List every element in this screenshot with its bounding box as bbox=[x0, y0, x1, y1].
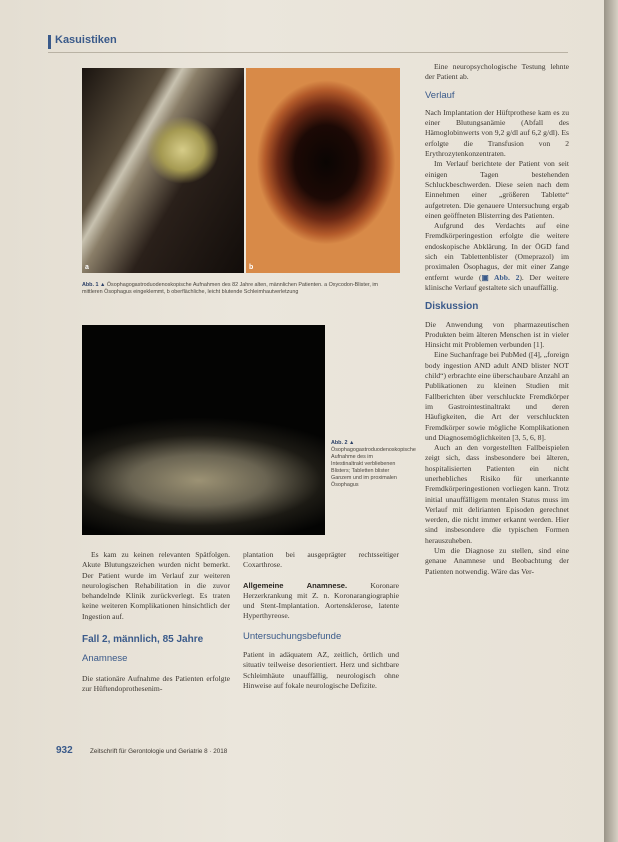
figure-1-caption-label: Abb. 1 ▲ bbox=[82, 282, 106, 288]
text-column-middle bbox=[243, 550, 399, 691]
general-anamnesis-label: Allgemeine Anamnese. bbox=[243, 580, 348, 590]
section-title: Kasuistiken bbox=[55, 34, 117, 46]
discussion-heading: Diskussion bbox=[425, 301, 479, 313]
course-heading: Verlauf bbox=[425, 89, 455, 101]
figure-1b-endoscopy-image bbox=[246, 68, 400, 273]
paragraph: Um die Diagnose zu stellen, sind eine genaue Anamnese und Beobachtung der Patienten notwendig. Wäre das Ver- bbox=[425, 546, 569, 576]
case-heading: Fall 2, männlich, 85 Jahre bbox=[82, 634, 204, 646]
figure-2-caption-label: Abb. 2 ▲ bbox=[331, 440, 355, 446]
findings-heading: Untersuchungsbefunde bbox=[243, 630, 342, 642]
paragraph: Nach Implantation der Hüftprothese kam es zu einer Blutungsanämie (Abfall des Hämoglobinwerts von 9,2 g/dl auf 6,2 g/dl). Es erfolgte die Transfusion von 2 Erythrozytenkonzentraten. bbox=[425, 107, 569, 159]
paragraph: Eine neuropsychologische Testung lehnte der Patient ab. bbox=[425, 62, 569, 82]
text-column-right bbox=[425, 62, 569, 577]
page-footer bbox=[56, 745, 576, 759]
page-gutter bbox=[604, 0, 618, 842]
header-accent-bar bbox=[48, 35, 51, 49]
text-column-left bbox=[82, 550, 230, 694]
paragraph bbox=[243, 581, 399, 622]
paragraph-text: ). Der weitere klinische Verlauf gestaltete sich unauffällig. bbox=[425, 272, 569, 292]
paragraph: Im Verlauf berichtete der Patient von seit einigen Tagen bestehenden Schluckbeschwerden. Diese seien nach dem Einnehmen einer „größeren Tablette“ aufgetreten. Die genauere Untersuchung ergab einen geöffneten Blisterring des Patienten. bbox=[425, 159, 569, 220]
header-rule bbox=[48, 52, 568, 53]
journal-citation: Zeitschrift für Gerontologie und Geriatrie 8 · 2018 bbox=[90, 748, 228, 755]
paragraph: plantation bei ausgeprägter rechtsseitiger Coxarthrose. bbox=[243, 550, 399, 570]
figure-2-caption-text: Ösophagogastroduodenoskopische Aufnahme des im Intestinaltrakt verbliebenen Blisters; Tabletten blister Ganzem und im proximalen Ösophagus bbox=[331, 447, 416, 488]
running-header bbox=[48, 33, 568, 53]
figure-1-caption-text: Ösophagogastroduodenoskopische Aufnahmen des 82 Jahre alten, männlichen Patienten. a Oxycodon-Blister, im mittleren Ösophagus eingeklemmt, b oberflächliche, leicht blutende Schleimhautverletzung bbox=[82, 282, 379, 295]
anamnesis-heading: Anamnese bbox=[82, 653, 128, 665]
figure-2-endoscopy-image bbox=[82, 325, 325, 535]
general-anamnesis-text: Koronare Herzerkrankung mit Z. n. Koronarangiographie und Stent-Implantation. Aortensklerose, latente Hyperthyreose. bbox=[243, 580, 399, 621]
paragraph: Die Anwendung von pharmazeutischen Produkten beim älteren Menschen ist in vieler Hinsicht mit Problemen verbunden [1]. bbox=[425, 319, 569, 350]
paragraph: Es kam zu keinen relevanten Spätfolgen. Akute Blutungszeichen wurden nicht bemerkt. Der Patient wurde im Verlauf zur weiteren neurologischen Rehabilitation in die zuvor behandelnde Klinik zurückverlegt. Es traten keine weiteren Komplikationen hinsichtlich der Ingestion auf. bbox=[82, 550, 230, 621]
panel-label-b: b bbox=[249, 264, 254, 271]
figure-2-caption bbox=[331, 440, 416, 489]
figure-1a-endoscopy-image bbox=[82, 68, 244, 273]
paragraph: Auch an den vorgestellten Fallbeispielen zeigt sich, dass insbesondere bei älteren, hospitalisierten Patienten ein nicht unerhebliches Risiko für unerkannte Fremdkörperingestionen vorliegen kann. Trotz initial unauffälligem mentalen Status muss im Verlauf mit delirianten Episoden gerechnet werden, die nicht immer erkannt werden. Hier sind insbesondere die typischen Formen herauszuheben. bbox=[425, 443, 569, 545]
page-number: 932 bbox=[56, 745, 73, 756]
paragraph: Eine Suchanfrage bei PubMed ([4], „foreign body ingestion AND adult AND blister NOT child“) erbrachte eine überschaubare Anzahl an Publikationen zu kleinen Studien mit Fallberichten über verschluckte Fremdkörper im Gastrointestinaltrakt und deren Häufigkeiten, die Art der verschluckten Fremdkörper sowie mögliche Komplikationen und Diagnosemöglichkeiten [3, 5, 6, 8]. bbox=[425, 350, 569, 442]
figure-1-caption bbox=[82, 282, 400, 296]
paragraph: Patient in adäquatem AZ, zeitlich, örtlich und situativ teilweise desorientiert. Herz und sichtbare Schleimhäute unauffällig, neurologisch ohne Hinweise auf fokale neurologische Defizite. bbox=[243, 650, 399, 690]
paragraph bbox=[425, 221, 569, 293]
figure-2-reference: ▣ Abb. 2 bbox=[481, 272, 520, 282]
paragraph: Die stationäre Aufnahme des Patienten erfolgte zur Hüftendoprothesenim- bbox=[82, 673, 230, 693]
panel-label-a: a bbox=[85, 264, 89, 271]
paragraph-text: Aufgrund des Verdachts auf eine Fremdkörperingestion erfolgte die weitere endoskopische Abklärung. In der ÖGD fand sich ein Tablettenblister (Omeprazol) im proximalen Ösophagus, der mit einer Zange entfernt wurde ( bbox=[425, 221, 569, 282]
